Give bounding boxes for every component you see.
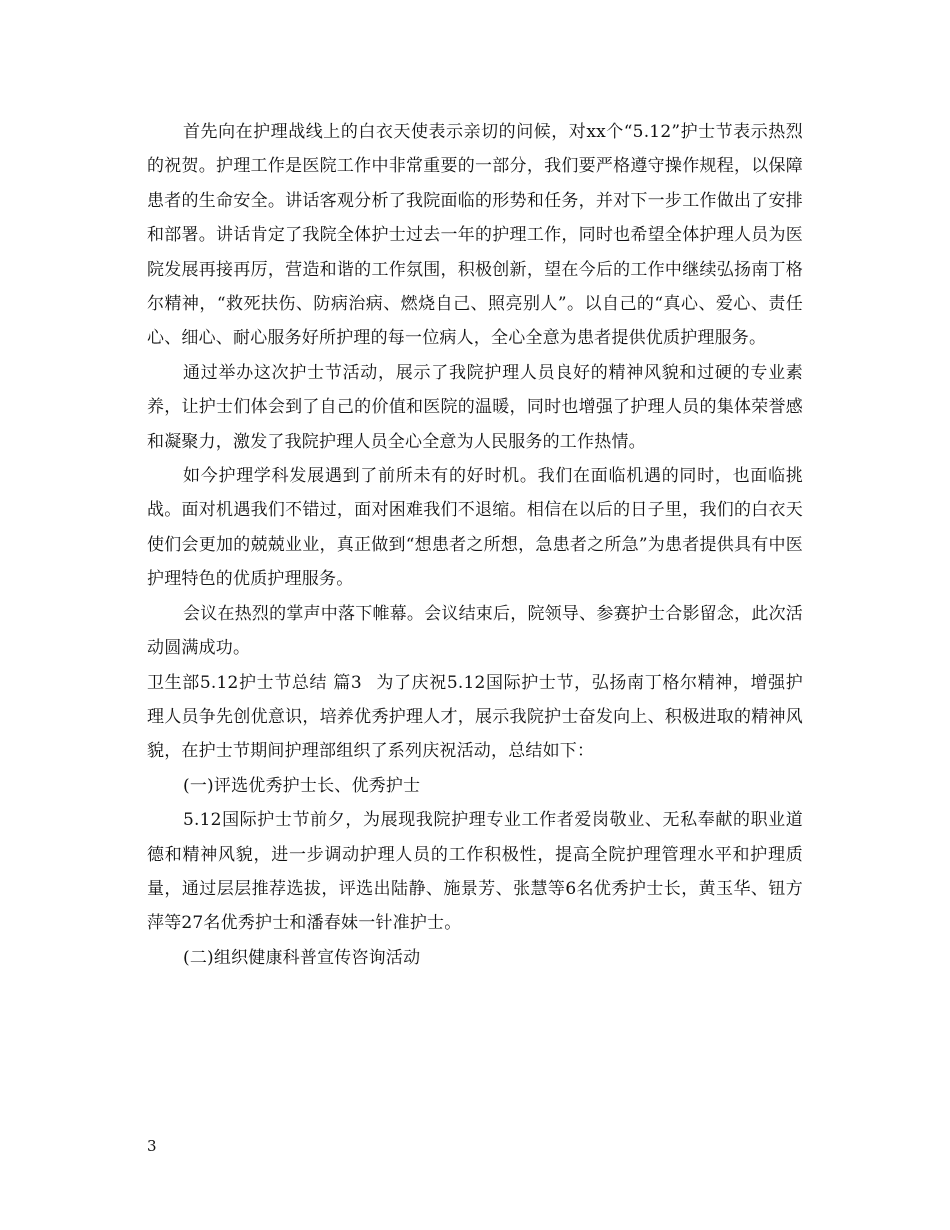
subheading-outstanding-nurses: (一)评选优秀护士长、优秀护士	[183, 775, 421, 796]
page-number: 3	[147, 1137, 157, 1155]
paragraph-opportunity: 如今护理学科发展遇到了前所未有的好时机。我们在面临机遇的同时，也面临挑战。面对机遇我们不错过，面对困难我们不退缩。相信在以后的日子里，我们的白衣天使们会更加的兢兢业业，真正做到“想患者之所想，急患者之所急”为患者提供具有中医护理特色的优质护理服务。	[147, 466, 803, 590]
paragraph-closing: 会议在热烈的掌声中落下帷幕。会议结束后，院领导、参赛护士合影留念，此次活动圆满成功。	[147, 603, 803, 659]
paragraph-activity-summary: 通过举办这次护士节活动，展示了我院护理人员良好的精神风貌和过硬的专业素养，让护士们体会到了自己的价值和医院的温暖，同时也增强了护理人员的集体荣誉感和凝聚力，激发了我院护理人员全心全意为人民服务的工作热情。	[147, 362, 803, 452]
section-heading: 卫生部5.12护士节总结 篇3	[147, 672, 362, 693]
section-intro-paragraph	[147, 666, 803, 769]
document-body	[147, 115, 803, 975]
paragraph-selection: 5.12国际护士节前夕，为展现我院护理专业工作者爱岗敬业、无私奉献的职业道德和精神风貌，进一步调动护理人员的工作积极性，提高全院护理管理水平和护理质量，通过层层推荐选拔，评选出陆静、施景芳、张慧等6名优秀护士长，黄玉华、钮方萍等27名优秀护士和潘春妹一针准护士。	[147, 810, 803, 934]
paragraph-greeting: 首先向在护理战线上的白衣天使表示亲切的问候，对xx个“5.12”护士节表示热烈的祝贺。护理工作是医院工作中非常重要的一部分，我们要严格遵守操作规程，以保障患者的生命安全。讲话客观分析了我院面临的形势和任务，并对下一步工作做出了安排和部署。讲话肯定了我院全体护士过去一年的护理工作，同时也希望全体护理人员为医院发展再接再厉，营造和谐的工作氛围，积极创新，望在今后的工作中继续弘扬南丁格尔精神，“救死扶伤、防病治病、燃烧自己、照亮别人”。以自己的“真心、爱心、责任心、细心、耐心服务好所护理的每一位病人，全心全意为患者提供优质护理服务。	[147, 122, 803, 349]
subheading-health-consultation: (二)组织健康科普宣传咨询活动	[183, 947, 421, 968]
section-intro-text: 为了庆祝5.12国际护士节，弘扬南丁格尔精神，增强护理人员争先创优意识，培养优秀护理人才，展示我院护士奋发向上、积极进取的精神风貌，在护士节期间护理部组织了系列庆祝活动，总结如下：	[147, 672, 803, 762]
